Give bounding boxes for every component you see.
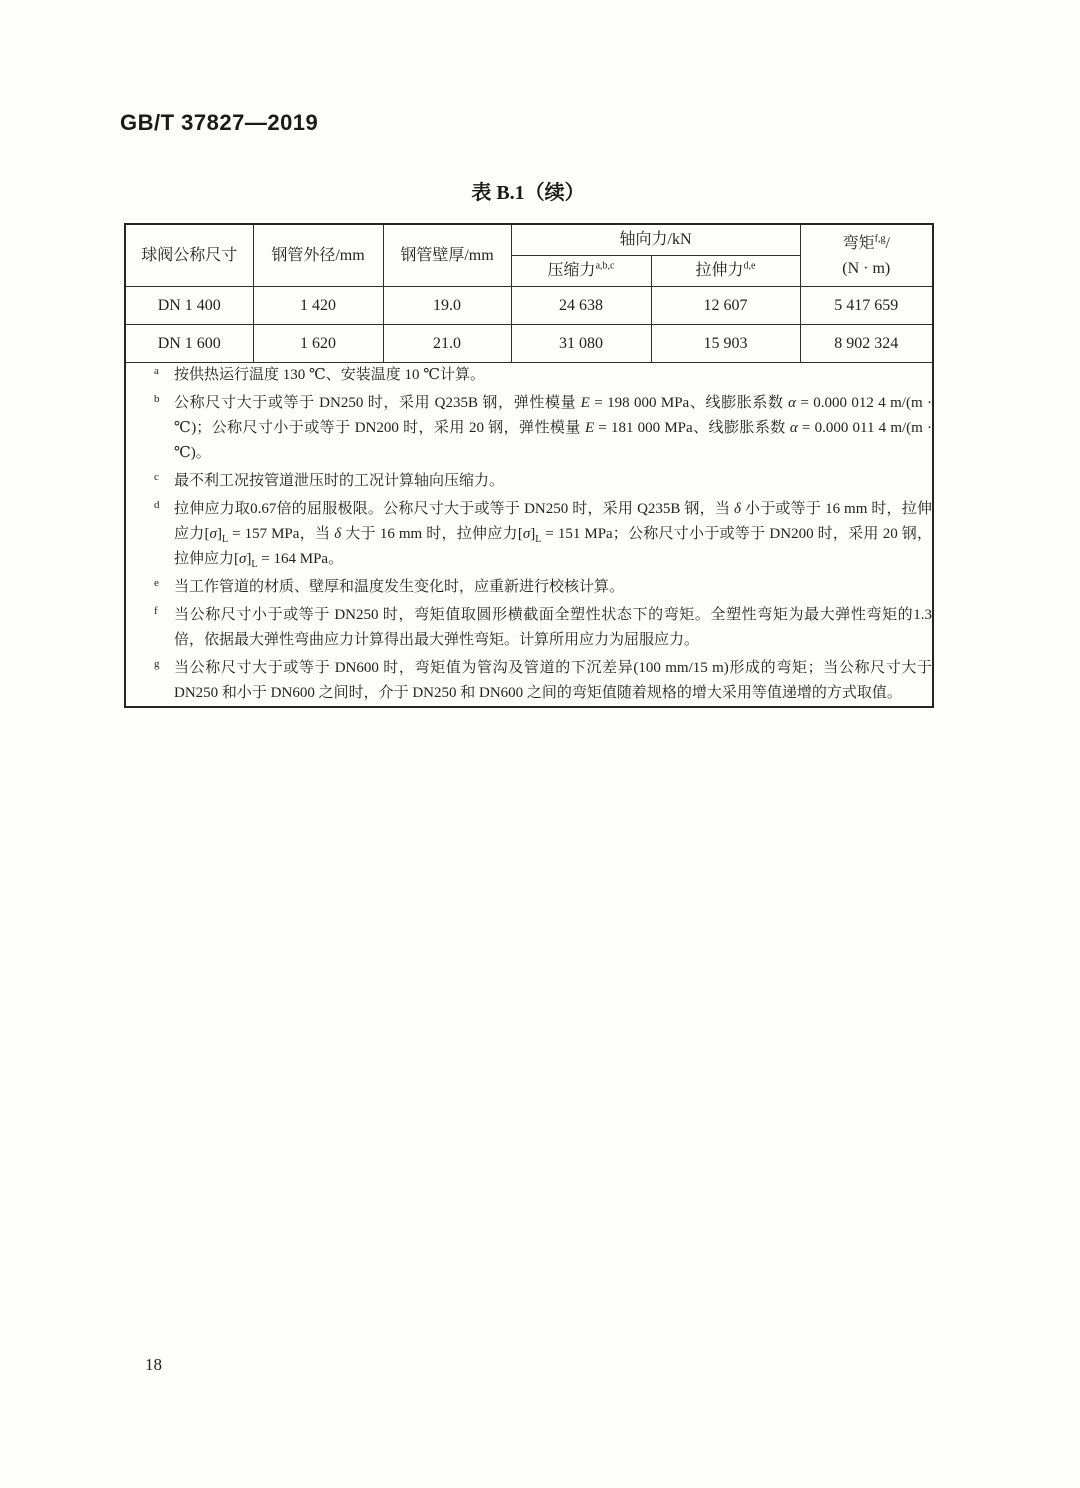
footnote-item [126,469,932,494]
footnote-marker: e [154,577,159,589]
footnote-item [126,497,932,572]
table-title: 表 B.1（续） [471,182,585,204]
cell-tension-force: 15 903 [651,325,800,363]
column-header-wall-thickness: 钢管壁厚/mm [383,224,511,287]
standard-code: GB/T 37827—2019 [120,110,319,135]
footnote-marker: f [154,605,158,617]
footnote-text: 公称尺寸大于或等于 DN250 时，采用 Q235B 钢，弹性模量 E = 198 000 MPa、线膨胀系数 α = 0.000 012 4 m/(m · ℃)；公称尺寸小于或等于 DN200 时，采用 20 钢，弹性模量 E = 181 000 MPa、线膨胀系数 α = 0.000 011 4 m/(m · ℃)。 [174,395,933,461]
cell-outer-diameter: 1 420 [253,287,383,325]
footnote-marker: d [154,499,160,511]
page-number: 18 [145,1355,162,1374]
table-header-row-1 [125,224,933,256]
footnote-item [126,363,932,388]
column-header-nominal-size: 球阀公称尺寸 [125,224,253,287]
table-footnotes [125,363,933,708]
bending-moment-unit: (N · m) [842,259,891,277]
footnote-marker: g [154,658,160,670]
column-header-axial-force: 轴向力/kN [511,224,800,256]
footnote-marker: b [154,393,160,405]
column-header-bending-moment [800,224,933,287]
table-row [125,325,933,363]
footnote-text: 最不利工况按管道泄压时的工况计算轴向压缩力。 [174,473,505,489]
table-row [125,287,933,325]
cell-compression-force: 24 638 [511,287,651,325]
column-header-outer-diameter: 钢管外径/mm [253,224,383,287]
column-header-tension: 拉伸力$^{d,e}$ [651,256,800,287]
footnote-text: 按供热运行温度 130 ℃、安装温度 10 ℃计算。 [174,367,486,383]
footnote-item [126,575,932,600]
cell-compression-force: 31 080 [511,325,651,363]
footnote-item [126,391,932,466]
footnote-text: 当工作管道的材质、壁厚和温度发生变化时，应重新进行校核计算。 [174,579,625,595]
table-footnotes-row [125,363,933,708]
cell-wall-thickness: 21.0 [383,325,511,363]
cell-nominal-size: DN 1 400 [125,287,253,325]
footnote-item [126,656,932,706]
bending-moment-label: 弯矩$^{f,g}$/ [842,233,890,252]
footnote-item [126,603,932,653]
cell-outer-diameter: 1 620 [253,325,383,363]
footnote-text: 当公称尺寸小于或等于 DN250 时，弯矩值取圆形横截面全塑性状态下的弯矩。全塑性弯矩为最大弹性弯矩的1.3倍，依据最大弹性弯曲应力计算得出最大弹性弯矩。计算所用应力为屈服应力。 [174,607,933,648]
footnote-text: 当公称尺寸大于或等于 DN600 时，弯矩值为管沟及管道的下沉差异(100 mm/15 m)形成的弯矩；当公称尺寸大于 DN250 和小于 DN600 之间时，介于 DN250 和 DN600 之间的弯矩值随着规格的增大采用等值递增的方式取值。 [174,660,933,701]
cell-bending-moment: 8 902 324 [800,325,933,363]
column-header-compression: 压缩力$^{a,b,c}$ [511,256,651,287]
cell-nominal-size: DN 1 600 [125,325,253,363]
footnote-marker: c [154,471,159,483]
footnote-text: 拉伸应力取0.67倍的屈服极限。公称尺寸大于或等于 DN250 时，采用 Q235B 钢，当 δ 小于或等于 16 mm 时，拉伸应力$[\sigma]_L = 157$ MPa，当 δ 大于 16 mm 时，拉伸应力$[\sigma]_L = 151$ MPa；公称尺寸小于或等于 DN200 时，采用 20 钢，拉伸应力$[\sigma]_L = 164$ MPa。 [174,501,933,570]
table-b1-continued [124,223,934,708]
cell-wall-thickness: 19.0 [383,287,511,325]
cell-tension-force: 12 607 [651,287,800,325]
cell-bending-moment: 5 417 659 [800,287,933,325]
footnote-marker: a [154,365,159,377]
